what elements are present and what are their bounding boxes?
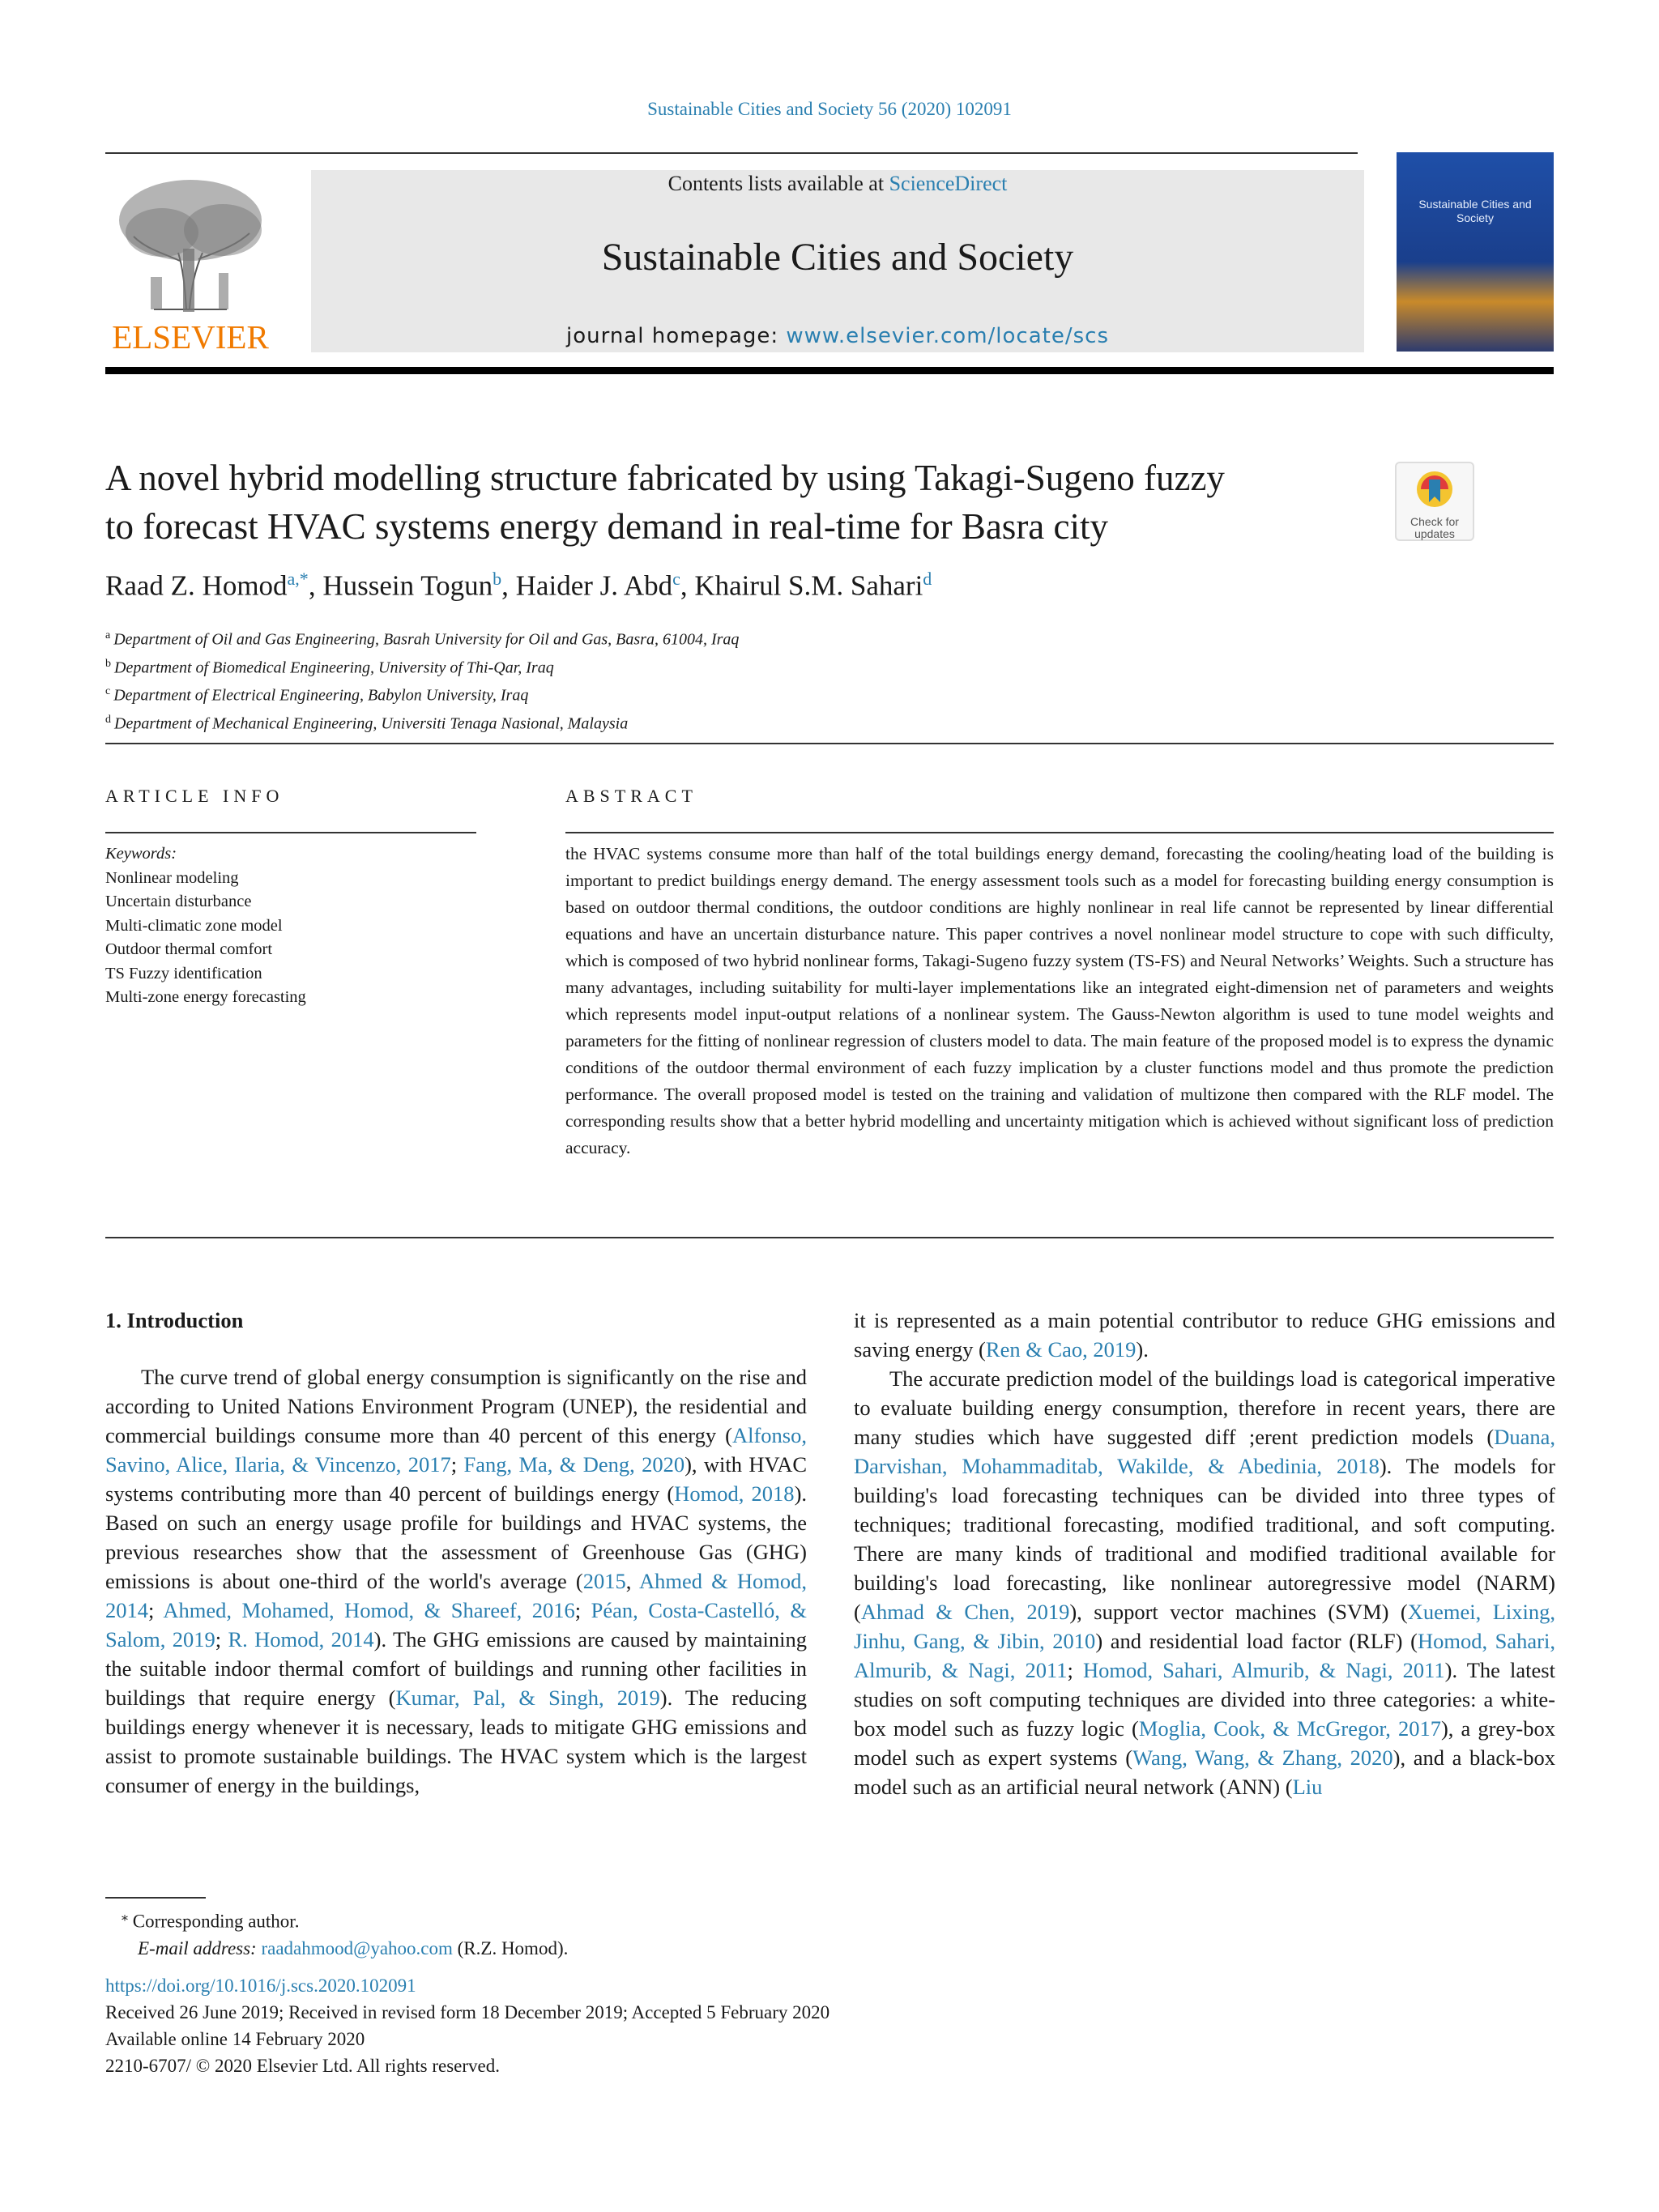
citation-link[interactable]: Fang, Ma, & Deng, 2020 <box>463 1452 685 1477</box>
citation-link[interactable]: R. Homod, 2014 <box>228 1627 374 1652</box>
affiliation-text: Department of Biomedical Engineering, University of Thi-Qar, Iraq <box>114 658 554 677</box>
keyword-item: TS Fuzzy identification <box>105 964 262 982</box>
affiliation-item <box>105 652 739 680</box>
author-name[interactable]: Hussein Togun <box>322 569 493 602</box>
footnotes <box>122 1903 568 1962</box>
author-affiliation-mark[interactable]: a,* <box>287 569 309 589</box>
corresponding-mark: ⁎ <box>122 1910 128 1924</box>
affiliation-item <box>105 680 739 708</box>
body-column-right <box>854 1306 1555 1801</box>
citation-link[interactable]: Duana, Darvishan, Mohammaditab, Wakilde, & Abedinia, 2018 <box>854 1425 1555 1478</box>
article-info-heading: ARTICLE INFO <box>105 786 284 806</box>
affiliations <box>105 624 739 736</box>
copyright: 2210-6707/ © 2020 Elsevier Ltd. All rights reserved. <box>105 2056 500 2076</box>
title-bottom-rule <box>105 743 1554 744</box>
header-top-rule <box>105 152 1358 154</box>
keywords-label: Keywords: <box>105 845 177 863</box>
received-dates: Received 26 June 2019; Received in revised form 18 December 2019; Accepted 5 February 2020 <box>105 2002 830 2022</box>
affiliation-mark: a <box>105 629 111 641</box>
article-title <box>105 454 1369 551</box>
citation-link[interactable]: Ahmed & Homod, 2014 <box>105 1569 807 1622</box>
abstract-heading: ABSTRACT <box>565 786 697 806</box>
citation-link[interactable]: Alfonso, Savino, Alice, Ilaria, & Vincenzo, 2017 <box>105 1423 807 1477</box>
corresponding-text: Corresponding author. <box>132 1911 300 1932</box>
keyword-item: Multi-zone energy forecasting <box>105 988 306 1006</box>
author-affiliation-mark[interactable]: b <box>493 569 502 589</box>
author-name[interactable]: Khairul S.M. Sahari <box>694 569 923 602</box>
citation-link[interactable]: Ren & Cao, 2019 <box>985 1337 1137 1362</box>
keyword-item: Nonlinear modeling <box>105 868 239 887</box>
journal-title: Sustainable Cities and Society <box>601 236 1074 279</box>
email-link[interactable]: raadahmood@yahoo.com <box>261 1937 453 1958</box>
journal-homepage <box>311 324 1364 348</box>
affiliation-text: Department of Mechanical Engineering, Universiti Tenaga Nasional, Malaysia <box>114 714 629 733</box>
section-title: 1. Introduction <box>105 1308 244 1332</box>
affiliation-mark: d <box>105 713 111 726</box>
crossmark-label: Check for updates <box>1410 515 1459 540</box>
body-column-left <box>105 1306 807 1800</box>
citation-link[interactable]: Homod, Sahari, Almurib, & Nagi, 2011 <box>854 1629 1555 1682</box>
citation-link[interactable]: Wang, Wang, & Zhang, 2020 <box>1132 1745 1393 1770</box>
citation-link[interactable]: 2015 <box>582 1569 626 1593</box>
abstract-text: the HVAC systems consume more than half of the total buildings energy demand, forecasting the cooling/heating load of the building is important to predict buildings energy demand. The energy assessment tools such as a model for forecasting building energy consumption is based on outdoor thermal conditions, the outdoor conditions are highly nonlinear in real life cannot be represented by linear differential equations and have an uncertain disturbance nature. This paper contrives a novel nonlinear model structure to cope with such difficulty, which is composed of two hybrid nonlinear forms, Takagi-Sugeno fuzzy system (TS-FS) and Neural Networks’ Weights. Such a structure has many advantages, including suitability for multi-layer implementations like an integrated eight-dimension net of parameters and weights which represents model input-output relations of a nonlinear system. The Gauss-Newton algorithm is used to tune model weights and parameters for the fitting of nonlinear regression of clusters model to data. The main feature of the proposed model is to express the dynamic conditions of the outdoor thermal environment of each fuzzy implication by a cluster functions model and thus promote the prediction performance. The overall proposed model is tested on the training and validation of multizone then compared with the RLF model. The corresponding results show that a better hybrid modelling and uncertainty mitigation which is achieved without significant loss of prediction accuracy. <box>565 844 1554 1157</box>
citation-link[interactable]: Homod, Sahari, Almurib, & Nagi, 2011 <box>1082 1658 1445 1682</box>
homepage-link[interactable]: www.elsevier.com/locate/scs <box>786 324 1109 348</box>
affiliation-text: Department of Oil and Gas Engineering, Basrah University for Oil and Gas, Basra, 61004, Iraq <box>113 630 740 649</box>
author-affiliation-mark[interactable]: d <box>923 569 932 589</box>
affiliation-mark: c <box>105 685 111 698</box>
intro-paragraph-1: The curve trend of global energy consumption is significantly on the rise and according to United Nations Environment Program (UNEP), the residential and commercial buildings consume more than 40 percent of this energy (Alfonso, Savino, Alice, Ilaria, & Vincenzo, 2017; Fang, Ma, & Deng, 2020), with HVAC systems contributing more than 40 percent of buildings energy (Homod, 2018). Based on such an energy usage profile for buildings and HVAC systems, the previous researches show that the assessment of Greenhouse Gas (GHG) emissions is about one-third of the world's average (2015, Ahmed & Homod, 2014; Ahmed, Mohamed, Homod, & Shareef, 2016; Péan, Costa-Castelló, & Salom, 2019; R. Homod, 2014). The GHG emissions are caused by maintaining the suitable indoor thermal comfort of buildings and running other facilities in buildings that require energy (Kumar, Pal, & Singh, 2019). The reducing buildings energy whenever it is necessary, leads to mitigate GHG emissions and assist to promote sustainable buildings. The HVAC system which is the largest consumer of energy in the buildings, <box>105 1365 808 1797</box>
citation-link[interactable]: Ahmad & Chen, 2019 <box>860 1600 1070 1624</box>
doi-link[interactable]: https://doi.org/10.1016/j.scs.2020.102091 <box>105 1975 416 1996</box>
cover-title: Sustainable Cities and Society <box>1418 198 1532 224</box>
intro-paragraph-2: The accurate prediction model of the buildings load is categorical imperative to evaluate building energy consumption, therefore in recent years, there are many studies which have suggested diff ;erent prediction models (Duana, Darvishan, Mohammaditab, Wakilde, & Abedinia, 2018). The models for building's load forecasting techniques can be divided into three types of techniques; traditional forecasting, modified traditional, and soft computing. There are many kinds of traditional and modified traditional available for building's load forecasting, like nonlinear autoregressive model (NARM) (Ahmad & Chen, 2019), support vector machines (SVM) (Xuemei, Lixing, Jinhu, Gang, & Jibin, 2010) and residential load factor (RLF) (Homod, Sahari, Almurib, & Nagi, 2011; Homod, Sahari, Almurib, & Nagi, 2011). The latest studies on soft computing techniques are divided into three categories: a white-box model such as fuzzy logic (Moglia, Cook, & McGregor, 2017), a grey-box model such as expert systems (Wang, Wang, & Zhang, 2020), and a black-box model such as an artificial neural network (ANN) (Liu <box>854 1366 1556 1799</box>
affiliation-item <box>105 624 739 652</box>
email-label: E-mail address: <box>138 1937 257 1958</box>
citation-link[interactable]: Homod, 2018 <box>674 1481 795 1506</box>
title-line-1: A novel hybrid modelling structure fabricated by using Takagi-Sugeno fuzzy <box>105 458 1225 498</box>
author-name[interactable]: Haider J. Abd <box>515 569 673 602</box>
citation-link[interactable]: Ahmed, Mohamed, Homod, & Shareef, 2016 <box>163 1598 575 1622</box>
citation-link[interactable]: Liu <box>1292 1775 1323 1799</box>
title-line-2: to forecast HVAC systems energy demand in real-time for Basra city <box>105 506 1109 547</box>
author-affiliation-mark[interactable]: c <box>672 569 680 589</box>
publisher-wordmark: ELSEVIER <box>112 318 269 356</box>
keyword-item: Multi-climatic zone model <box>105 916 283 935</box>
citation-link[interactable]: Péan, Costa-Castelló, & Salom, 2019 <box>105 1598 807 1652</box>
abstract-bottom-rule <box>105 1237 1554 1238</box>
citation-link[interactable]: Moglia, Cook, & McGregor, 2017 <box>1138 1716 1441 1741</box>
affiliation-mark: b <box>105 657 111 670</box>
contents-line <box>311 172 1364 196</box>
affiliation-item <box>105 708 739 736</box>
contents-prefix: Contents lists available at <box>667 172 889 195</box>
homepage-prefix: journal homepage: <box>565 324 787 348</box>
citation-link[interactable]: Xuemei, Lixing, Jinhu, Gang, & Jibin, 2010 <box>854 1600 1555 1653</box>
sciencedirect-link[interactable]: ScienceDirect <box>889 172 1008 195</box>
author-name[interactable]: Raad Z. Homod <box>105 569 288 602</box>
keyword-item: Uncertain disturbance <box>105 893 252 910</box>
check-for-updates-button[interactable] <box>1395 462 1474 541</box>
header-thick-rule <box>105 367 1554 374</box>
corresponding-author-note <box>122 1903 568 1935</box>
article-history <box>105 1972 830 2079</box>
intro-paragraph-continued: it is represented as a main potential contributor to reduce GHG emissions and saving energy (Ren & Cao, 2019). <box>854 1308 1555 1362</box>
abstract-rule <box>565 832 1554 833</box>
email-note <box>122 1935 568 1962</box>
email-suffix: (R.Z. Homod). <box>452 1937 569 1958</box>
crossmark-icon <box>1397 463 1473 512</box>
journal-reference[interactable]: Sustainable Cities and Society 56 (2020) 102091 <box>647 99 1012 119</box>
available-online: Available online 14 February 2020 <box>105 2029 365 2049</box>
author-list: Raad Z. Homod$^{a,*}$, Hussein Togun$^b$, Haider J. Abd$^c$, Khairul S.M. Sahari$^d$ <box>105 569 932 602</box>
keywords-block <box>105 842 306 1010</box>
citation-link[interactable]: Kumar, Pal, & Singh, 2019 <box>395 1686 660 1710</box>
info-rule <box>105 832 476 833</box>
footnote-rule <box>105 1897 206 1899</box>
affiliation-text: Department of Electrical Engineering, Babylon University, Iraq <box>113 686 529 705</box>
keyword-item: Outdoor thermal comfort <box>105 940 273 958</box>
journal-cover-image[interactable] <box>1397 152 1554 352</box>
